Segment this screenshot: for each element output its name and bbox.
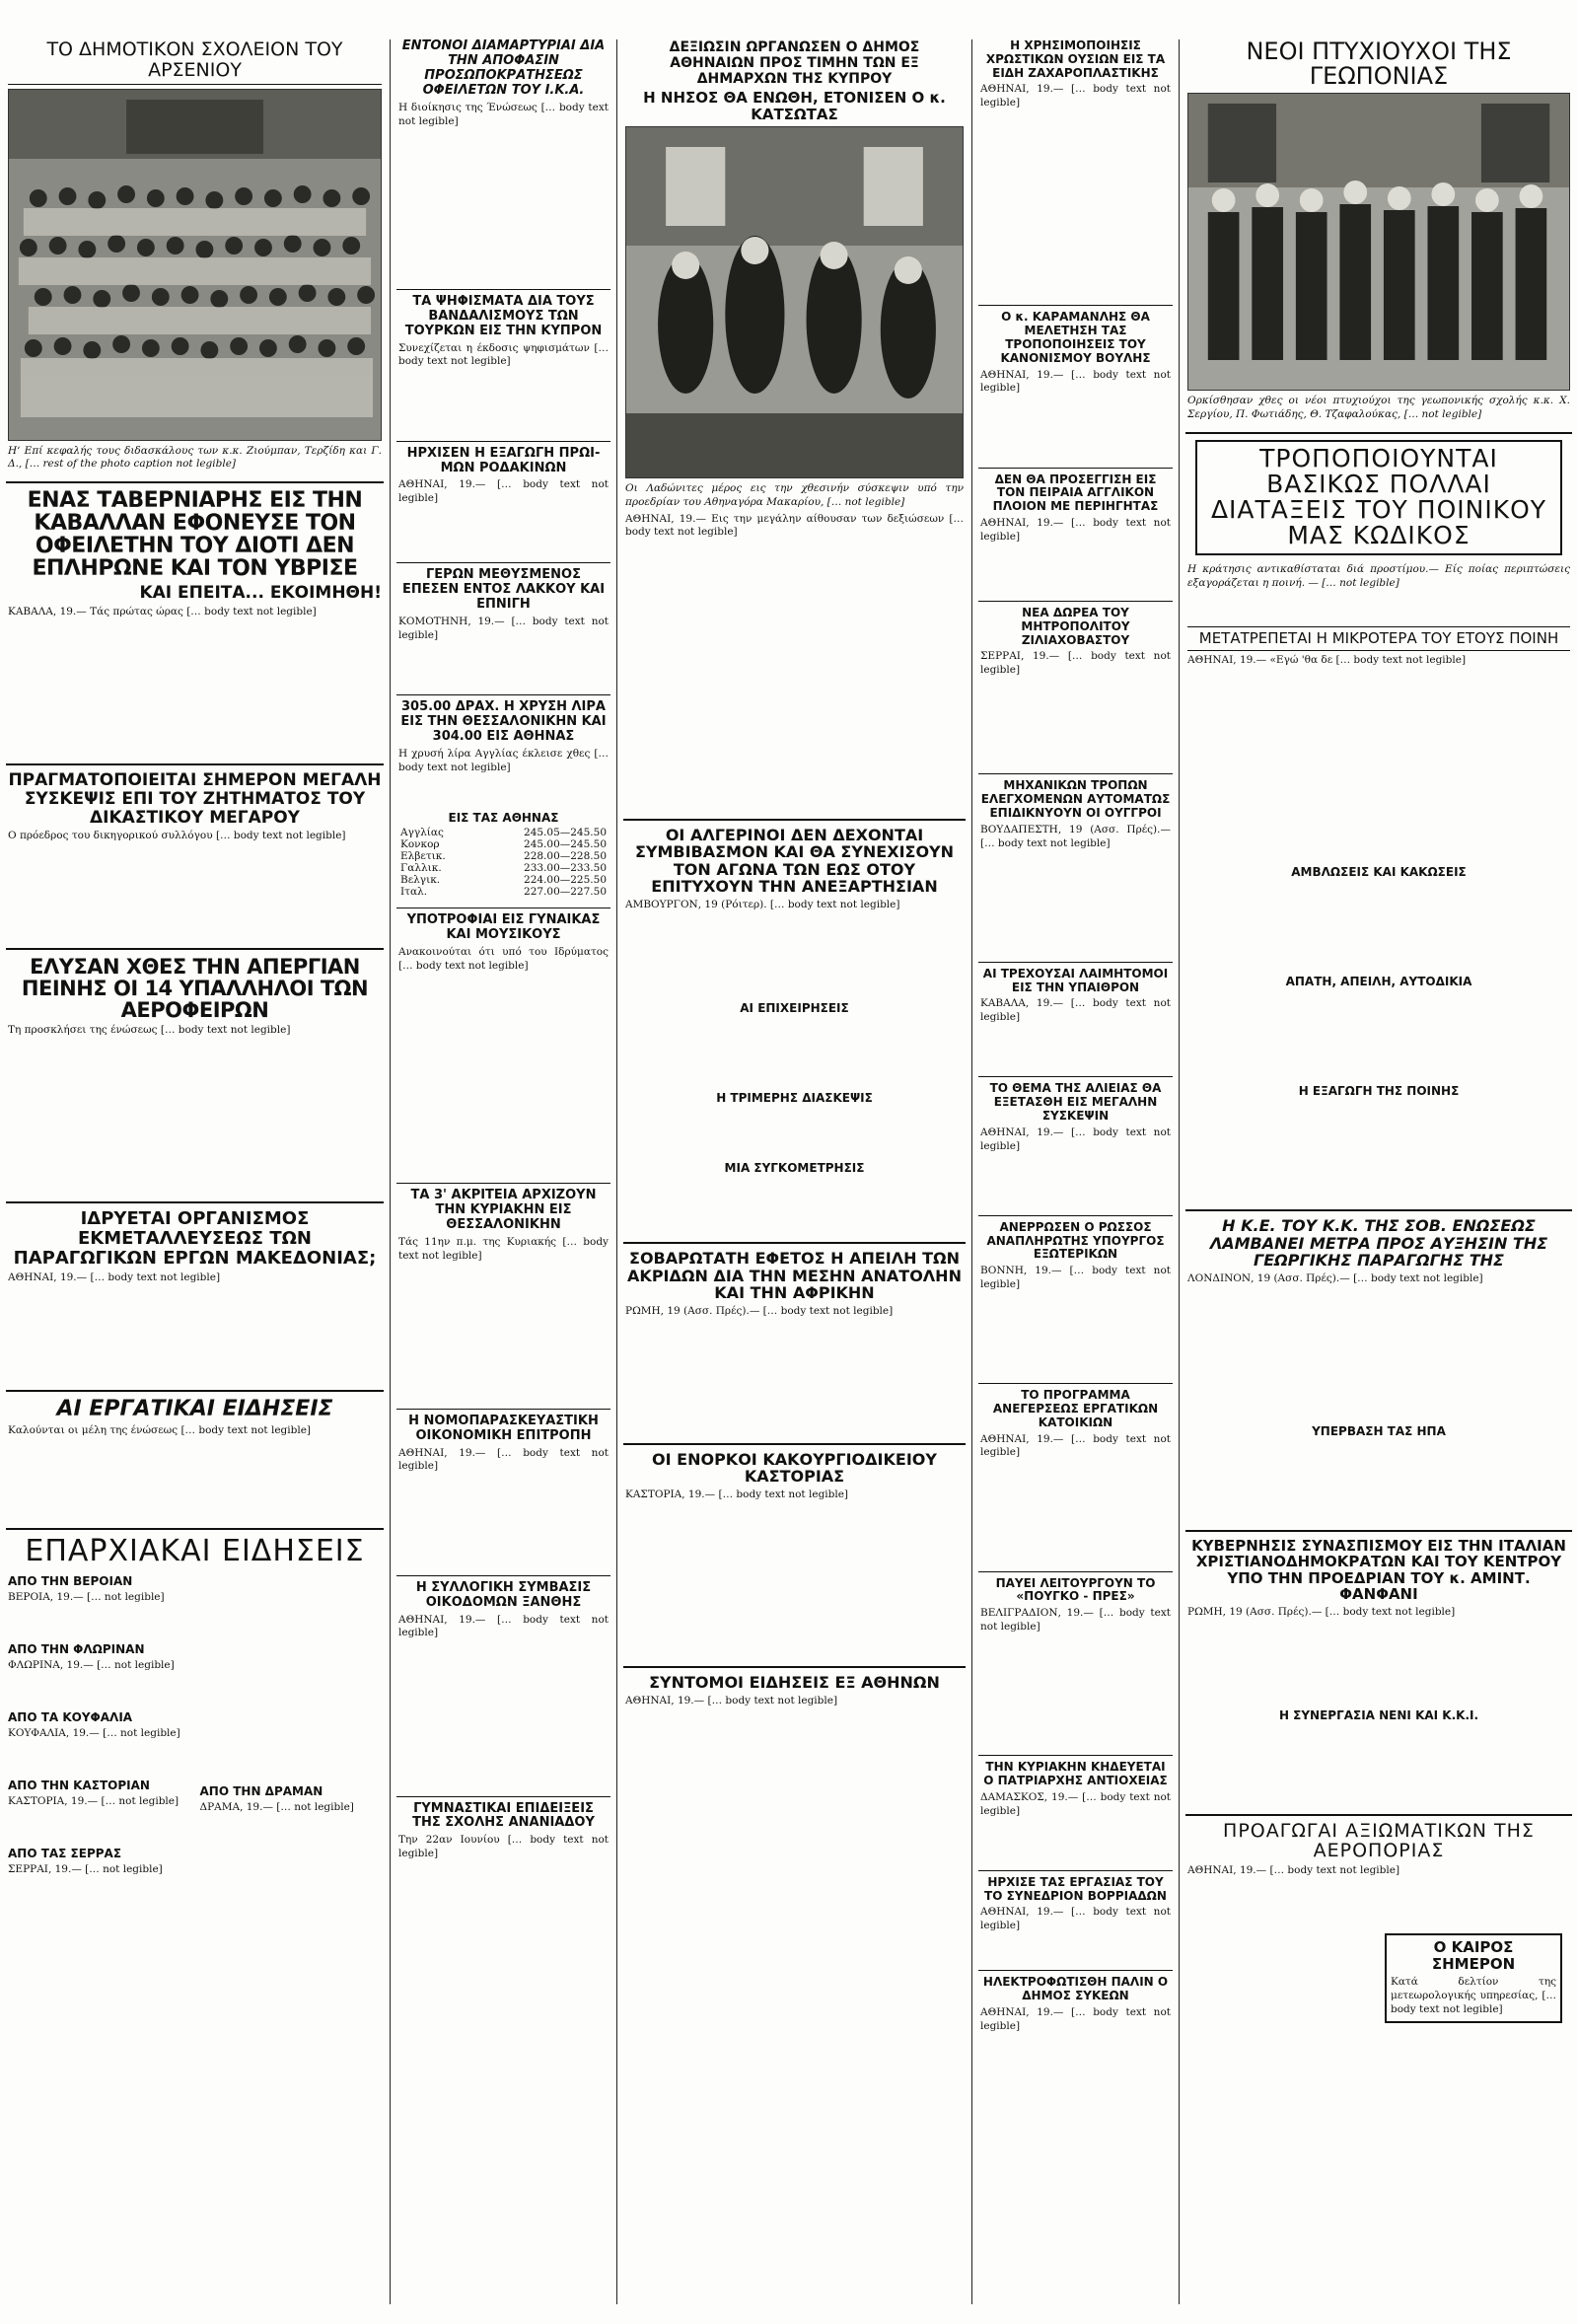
article-body: ΑΘΗΝΑΙ, 19.— [… body text not legible] (980, 1126, 1171, 1152)
headline: ΤΑ ΨΗΦΙΣΜΑΤΑ ΔΙΑ ΤΟΥΣ ΒΑΝΔΑΛΙΣΜΟΥΣ ΤΩΝ ΤΟΥΡΚΩΝ ΕΙΣ ΤΗΝ ΚΥΠΡΟΝ (404, 293, 603, 338)
article-body: ΑΘΗΝΑΙ, 19.— [… body text not legible] (398, 1613, 609, 1639)
section-body: ΔΡΑΜΑ, 19.— [… not legible] (199, 1801, 354, 1814)
article-body: ΑΘΗΝΑΙ, 19.— [… body text not legible] (980, 516, 1171, 543)
article-airforce (1187, 1819, 1570, 1924)
article-locust (625, 1250, 964, 1433)
article-body: ΑΘΗΝΑΙ, 19.— [… body text not legible] (625, 1694, 838, 1707)
article-strike (8, 956, 382, 1192)
article-body: ΚΑΒΑΛΑ, 19.— [… body text not legible] (980, 997, 1171, 1024)
headline: ΟΙ ΑΛΓΕΡΙΝΟΙ ΔΕΝ ΔΕΧΟΝΤΑΙ ΣΥΜΒΙΒΑΣΜΟΝ ΚΑΙ ΘΑ ΣΥΝΕΧΙΣΟΥΝ ΤΟΝ ΑΓΩΝΑ ΤΩΝ ΕΩΣ ΟΤΟΥ ΕΠΙΤΥΧΟΥΝ ΤΗΝ ΑΝΕΞΑΡΤΗΣΙΑΝ (634, 825, 955, 897)
headline: ΝΕΑ ΔΩΡΕΑ ΤΟΥ ΜΗΤΡΟΠΟΛΙΤΟΥ ΖΙΛΙΑΧΟΒΑΣΤΟΥ (1021, 605, 1130, 647)
article-body: ΑΘΗΝΑΙ, 19.— [… body text not legible] (980, 83, 1171, 109)
section-body: ΚΟΥΦΑΛΙΑ, 19.— [… not legible] (8, 1727, 180, 1740)
headline: ΟΙ ΕΝΟΡΚΟΙ ΚΑΚΟΥΡΓΙΟΔΙΚΕΙΟΥ ΚΑΣΤΟΡΙΑΣ (652, 1449, 937, 1487)
article-body: ΑΜΒΟΥΡΓΟΝ, 19 (Ρόιτερ). [… body text not legible] (625, 898, 900, 910)
article-piraeus (980, 473, 1171, 591)
article-body: ΑΘΗΝΑΙ, 19.— [… body text not legible] (980, 1906, 1171, 1932)
article-nomos (398, 1415, 609, 1565)
section-body: ΒΕΡΟΙΑ, 19.— [… not legible] (8, 1591, 165, 1604)
section-title: ΑΠΟ ΤΑ ΚΟΥΦΑΛΙΑ (8, 1710, 133, 1725)
article-body: ΑΘΗΝΑΙ, 19.— [… body text not legible] (398, 478, 609, 505)
section-body: ΣΕΡΡΑΙ, 19.— [… not legible] (8, 1863, 163, 1876)
subsection-title: Η ΕΞΑΓΩΓΗ ΤΗΣ ΠΟΙΝΗΣ (1298, 1083, 1460, 1098)
headline: ΕΛΥΣΑΝ ΧΘΕΣ ΤΗΝ ΑΠΕΡΓΙΑΝ ΠΕΙΝΗΣ ΟΙ 14 ΥΠΑΛΛΗΛΟΙ ΤΩΝ ΑΕΡΟΦΕΙΡΩΝ (21, 955, 369, 1023)
headline: Ο κ. ΚΑΡΑΜΑΝΛΗΣ ΘΑ ΜΕΛΕΤΗΣΗ ΤΑΣ ΤΡΟΠΟΠΟΙΗΣΕΙΣ ΤΟΥ ΚΑΝΟΝΙΣΜΟΥ ΒΟΥΛΗΣ (1000, 310, 1151, 365)
subsection-title: ΑΠΑΤΗ, ΑΠΕΙΛΗ, ΑΥΤΟΔΙΚΙΑ (1285, 974, 1472, 988)
subsection-body (625, 1108, 964, 1157)
provincial-column-left (8, 1570, 190, 1877)
school-photo (8, 89, 382, 441)
headline: ΤΗΝ ΚΥΡΙΑΚΗΝ ΚΗΔΕΥΕΤΑΙ Ο ΠΑΤΡΙΑΡΧΗΣ ΑΝΤΙΟΧΕΙΑΣ (983, 1760, 1168, 1787)
agro-photo (1187, 93, 1570, 391)
article-weather (1187, 1933, 1570, 2023)
article-fishery (980, 1082, 1171, 1204)
subsection-body (625, 1018, 964, 1087)
headline: Η ΣΥΛΛΟΓΙΚΗ ΣΥΜΒΑΣΙΣ ΟΙΚΟΔΟΜΩΝ ΞΑΝΘΗΣ (415, 1579, 592, 1610)
article-program (980, 1389, 1171, 1561)
currency-value: 224.00—225.50 (524, 874, 607, 887)
article-cyprus (625, 39, 964, 809)
headline: Ο ΚΑΙΡΟΣ ΣΗΜΕΡΟΝ (1431, 1937, 1516, 1973)
subsection-title: Η ΤΡΙΜΕΡΗΣ ΔΙΑΣΚΕΨΙΣ (716, 1090, 873, 1105)
headline: 305.00 ΔΡΑΧ. Η ΧΡΥΣΗ ΛΙΡΑ ΕΙΣ ΤΗΝ ΘΕΣΣΑΛΟΝΙΚΗΝ ΚΑΙ 304.00 ΕΙΣ ΑΘΗΝΑΣ (400, 699, 607, 745)
article-body: ΡΩΜΗ, 19 (Ασσ. Πρές).— [… body text not legible] (625, 1304, 894, 1317)
article-contraband (980, 968, 1171, 1067)
section-title: ΑΠΟ ΤΗΝ ΚΑΣΤΟΡΙΑΝ (8, 1779, 150, 1793)
headline: ΤΟ ΔΗΜΟΤΙΚΟΝ ΣΧΟΛΕΙΟΝ ΤΟΥ ΑΡΣΕΝΙΟΥ (8, 39, 382, 85)
currency-name: Αγγλίας (400, 827, 444, 839)
article-org (8, 1209, 382, 1379)
headline: ΤΡΟΠΟΠΟΙΟΥΝΤΑΙ ΒΑΣΙΚΩΣ ΠΟΛΛΑΙ ΔΙΑΤΑΞΕΙΣ ΤΟΥ ΠΟΙΝΙΚΟΥ ΜΑΣ ΚΩΔΙΚΟΣ (1210, 443, 1547, 550)
headline: ΕΠΑΡΧΙΑΚΑΙ ΕΙΔΗΣΕΙΣ (25, 1533, 365, 1568)
article-russian (980, 1221, 1171, 1373)
article-italy (1187, 1538, 1570, 1804)
article-body: ΣΕΡΡΑΙ, 19.— [… body text not legible] (980, 650, 1171, 677)
headline: ΓΕΡΩΝ ΜΕΘΥΣΜΕΝΟΣ ΕΠΕΣΕΝ ΕΝΤΟΣ ΛΑΚΚΟΥ ΚΑΙ ΕΠΝΙΓΗ (401, 567, 606, 613)
article-body: ΚΟΜΟΤΗΝΗ, 19.— [… body text not legible] (398, 616, 609, 642)
subsection-title: ΑΜΒΛΩΣΕΙΣ ΚΑΙ ΚΑΚΩΣΕΙΣ (1291, 864, 1467, 879)
subsection-title: ΑΙ ΕΠΙΧΕΙΡΗΣΕΙΣ (740, 1000, 849, 1015)
article-body: ΚΑΣΤΟΡΙΑ, 19.— [… body text not legible] (625, 1488, 849, 1500)
headline: ΤΑ 3' ΑΚΡΙΤΕΙΑ ΑΡΧΙΖΟΥΝ ΤΗΝ ΚΥΡΙΑΚΗΝ ΕΙΣ ΘΕΣΣΑΛΟΝΙΚΗΝ (410, 1187, 597, 1232)
article-body: Την 22αν Ιουνίου [… body text not legible] (398, 1834, 609, 1860)
subsection-body (625, 1178, 964, 1232)
lead: Η κράτησις αντικαθίσταται διά προστίμου.— Είς ποίας περιπτώσεις εξαγοράζεται η ποινή. — [… not legible] (1187, 562, 1570, 589)
currency-value: 245.05—245.50 (524, 827, 607, 839)
headline: ΣΟΒΑΡΩΤΑΤΗ ΕΦΕΤΟΣ Η ΑΠΕΙΛΗ ΤΩΝ ΑΚΡΙΔΩΝ ΔΙΑ ΤΗΝ ΜΕΣΗΝ ΑΝΑΤΟΛΗΝ ΚΑΙ ΤΗΝ ΑΦΡΙΚΗΝ (627, 1248, 962, 1303)
article-body: ΒΕΛΙΓΡΑΔΙΟΝ, 19.— [… body text not legible] (980, 1607, 1171, 1633)
headline: ΣΥΝΤΟΜΟΙ ΕΙΔΗΣΕΙΣ ΕΞ ΑΘΗΝΩΝ (649, 1672, 940, 1692)
article-karamanlis (980, 311, 1171, 457)
article-body: ΒΟΝΝΗ, 19.— [… body text not legible] (980, 1265, 1171, 1290)
column-5 (1180, 39, 1578, 2304)
article-gold (398, 700, 609, 898)
article-body: Κατά δελτίον της μετεωρολογικής υπηρεσίας, [… body text not legible] (1391, 1976, 1556, 2015)
column-1 (0, 39, 390, 2304)
article-music (398, 913, 609, 1173)
subheadline: Η ΝΗΣΟΣ ΘΑ ΕΝΩΘΗ, ΕΤΟΝΙΣΕΝ Ο κ. ΚΑΤΣΩΤΑΣ (643, 89, 946, 123)
article-body: ΚΑΒΑΛΑ, 19.— Τάς πρώτας ώρας [… body text not legible] (8, 606, 317, 618)
headline: ΔΕΞΙΩΣΙΝ ΩΡΓΑΝΩΣΕΝ Ο ΔΗΜΟΣ ΑΘΗΝΑΙΩΝ ΠΡΟΣ ΤΙΜΗΝ ΤΩΝ ΕΞ ΔΗΜΑΡΧΩΝ ΤΗΣ ΚΥΠΡΟΥ (669, 39, 920, 88)
price-row (398, 862, 609, 874)
headline: ΗΛΕΚΤΡΟΦΩΤΙΣΘΗ ΠΑΛΙΝ Ο ΔΗΜΟΣ ΣΥΚΕΩΝ (982, 1975, 1169, 2003)
article-body: ΔΑΜΑΣΚΟΣ, 19.— [… body text not legible] (980, 1790, 1171, 1817)
currency-value: 233.00—233.50 (524, 862, 607, 875)
headline: ΠΑΥΕΙ ΛΕΙΤΟΥΡΓΟΥΝ ΤΟ «ΠΟΥΓΚΟ - ΠΡΕΣ» (995, 1575, 1156, 1604)
currency-value: 227.00—227.50 (524, 886, 607, 899)
article-body: Συνεχίζεται η έκδοσις ψηφισμάτων [… body text not legible] (398, 341, 609, 368)
article-patriarch (980, 1761, 1171, 1860)
subsection-body (1187, 882, 1570, 971)
subsection-title: ΜΙΑ ΣΥΓΚΟΜΕΤΡΗΣΙΣ (724, 1160, 865, 1175)
article-gym (398, 1802, 609, 1862)
article-soviet (1187, 1217, 1570, 1520)
column-2 (391, 39, 616, 2304)
headline: ΗΡΧΙΣΕ ΤΑΣ ΕΡΓΑΣΙΑΣ ΤΟΥ ΤΟ ΣΥΝΕΔΡΙΟΝ ΒΟΡΡΙΑΔΩΝ (984, 1874, 1167, 1903)
weather-box (1385, 1933, 1562, 2023)
currency-value: 228.00—228.50 (524, 850, 607, 863)
article-school (8, 39, 382, 472)
article-body: Τάς 11ην π.μ. της Κυριακής [… body text not legible] (398, 1235, 609, 1262)
subsection-title: ΥΠΕΡΒΑΣΗ ΤΑΣ ΗΠΑ (1312, 1423, 1446, 1438)
article-body: Ο πρόεδρος του δικηγορικού συλλόγου [… body text not legible] (8, 830, 346, 842)
section-body: ΦΛΩΡΙΝΑ, 19.— [… not legible] (8, 1659, 175, 1672)
column-4 (972, 39, 1179, 2304)
headline: Η Κ.Ε. ΤΟΥ Κ.Κ. ΤΗΣ ΣΟΒ. ΕΝΩΣΕΩΣ ΛΑΜΒΑΝΕΙ ΜΕΤΡΑ ΠΡΟΣ ΑΥΞΗΣΙΝ ΤΗΣ ΓΕΩΡΓΙΚΗΣ ΠΑΡΑΓΩΓΗΣ ΤΗΣ (1209, 1215, 1548, 1271)
headline: ΙΔΡΥΕΤΑΙ ΟΡΓΑΝΙΣΜΟΣ ΕΚΜΕΤΑΛΛΕΥΣΕΩΣ ΤΩΝ ΠΑΡΑΓΩΓΙΚΩΝ ΕΡΓΩΝ ΜΑΚΕΔΟΝΙΑΣ; (13, 1208, 377, 1269)
article-kastoria (625, 1451, 964, 1656)
photo-caption: Η‘ Επί κεφαλής τους διδασκάλους των κ.κ. Ζιούμπαν, Τερζίδη και Γ. Δ., [… rest of the photo caption not legible] (8, 444, 382, 471)
section-title: ΑΠΟ ΤΑΣ ΣΕΡΡΑΣ (8, 1847, 122, 1861)
article-body: ΑΘΗΝΑΙ, 19.— [… body text not legible] (980, 368, 1171, 395)
cyprus-photo (625, 126, 964, 478)
article-algeria (625, 827, 964, 1232)
article-akritia (398, 1189, 609, 1399)
column-3 (617, 39, 971, 2304)
price-row (398, 850, 609, 862)
subsection-body (1187, 991, 1570, 1080)
article-electric (980, 1976, 1171, 2033)
section-title: ΑΠΟ ΤΗΝ ΔΡΑΜΑΝ (199, 1784, 323, 1799)
article-donation (980, 607, 1171, 763)
subheadline: ΜΕΤΑΤΡΕΠΕΤΑΙ Η ΜΙΚΡΟΤΕΡΑ ΤΟΥ ΕΤΟΥΣ ΠΟΙΝΗ (1187, 626, 1570, 651)
headline: ΜΗΧΑΝΙΚΩΝ ΤΡΟΠΩΝ ΕΛΕΓΧΟΜΕΝΩΝ ΑΥΤΟΜΑΤΩΣ ΕΠΙΔΙΚΝΥΟΥΝ ΟΙ ΟΥΓΓΡΟΙ (980, 778, 1171, 820)
headline: ΥΠΟΤΡΟΦΙΑΙ ΕΙΣ ΓΥΝΑΙΚΑΣ ΚΑΙ ΜΟΥΣΙΚΟΥΣ (406, 912, 601, 942)
article-body: ΡΩΜΗ, 19 (Ασσ. Πρές).— [… body text not legible] (1187, 1605, 1456, 1618)
headline: ΤΟ ΠΡΟΓΡΑΜΜΑ ΑΝΕΓΕΡΣΕΩΣ ΕΡΓΑΤΙΚΩΝ ΚΑΤΟΙΚΙΩΝ (992, 1388, 1159, 1429)
article-labor (8, 1398, 382, 1518)
provincial-column-right (200, 1570, 383, 1877)
headline: ΝΕΟΙ ΠΤΥΧΙΟΥΧΟΙ ΤΗΣ ΓΕΩΠΟΝΙΑΣ (1246, 39, 1512, 91)
price-row (398, 827, 609, 838)
article-pouygko (980, 1577, 1171, 1746)
headline: ΠΡΟΑΓΩΓΑΙ ΑΞΙΩΜΑΤΙΚΩΝ ΤΗΣ ΑΕΡΟΠΟΡΙΑΣ (1223, 1819, 1535, 1861)
headline: Η ΝΟΜΟΠΑΡΑΣΚΕΥΑΣΤΙΚΗ ΟΙΚΟΝΟΜΙΚΗ ΕΠΙΤΡΟΠΗ (408, 1413, 599, 1443)
subsection-body (1187, 1725, 1570, 1804)
article-body: ΑΘΗΝΑΙ, 19.— [… body text not legible] (980, 2005, 1171, 2032)
photo-caption: Οι Λαδώνιτες μέρος εις την χθεσινήν σύσκεψιν υπό την προεδρίαν του Αθηναγόρα Μακαρίου, [… not legible] (625, 482, 964, 508)
headline: ΑΙ ΤΡΕΧΟΥΣΑΙ ΛΑΙΜΗΤΟΜΟΙ ΕΙΣ ΤΗΝ ΥΠΑΙΘΡΟΝ (982, 966, 1169, 994)
price-row (398, 886, 609, 898)
article-elder (398, 568, 609, 685)
price-table (398, 827, 609, 898)
section-title: ΑΠΟ ΤΗΝ ΒΕΡΟΙΑΝ (8, 1574, 133, 1589)
article-penal (1187, 440, 1570, 1199)
article-body: ΑΘΗΝΑΙ, 19.— [… body text not legible] (398, 1446, 609, 1473)
article-agro (1187, 39, 1570, 422)
section-body-continued (200, 1573, 383, 1780)
article-body: ΑΘΗΝΑΙ, 19.— [… body text not legible] (980, 1432, 1171, 1459)
provincial-news (8, 1533, 382, 1877)
price-row (398, 838, 609, 850)
article-ideas (980, 39, 1171, 295)
headline: ΗΡΧΙΣΕΝ Η ΕΞΑΓΩΓΗ ΠΡΩΙ-ΜΩΝ ΡΟΔΑΚΙΝΩΝ (406, 445, 601, 475)
article-conference (980, 1876, 1171, 1961)
currency-name: Κονκορ (400, 838, 440, 851)
headline: ΚΥΒΕΡΝΗΣΙΣ ΣΥΝΑΣΠΙΣΜΟΥ ΕΙΣ ΤΗΝ ΙΤΑΛΙΑΝ ΧΡΙΣΤΙΑΝΟΔΗΜΟΚΡΑΤΩΝ ΚΑΙ ΤΟΥ ΚΕΝΤΡΟΥ ΥΠΟ ΤΗΝ ΠΡΟΕΔΡΙΑΝ ΤΟΥ κ. ΑΜΙΝΤ. ΦΑΝΦΑΝΙ (1191, 1536, 1566, 1604)
headline: ΕΝΑΣ ΤΑΒΕΡΝΙΑΡΗΣ ΕΙΣ ΤΗΝ ΚΑΒΑΛΛΑΝ ΕΦΟΝΕΥΣΕ ΤΟΝ ΟΦΕΙΛΕΤΗΝ ΤΟΥ ΔΙΟΤΙ ΔΕΝ ΕΠΛΗΡΩΝΕ ΚΑΙ ΤΟΝ ΥΒΡΙΣΕ (27, 488, 363, 582)
article-peaches (398, 447, 609, 553)
article-body: ΑΘΗΝΑΙ, 19.— [… body text not legible] (8, 1271, 221, 1283)
subsection-body (1187, 1441, 1570, 1520)
headline: ΑΙ ΕΡΓΑΤΙΚΑΙ ΕΙΔΗΣΕΙΣ (56, 1396, 333, 1421)
price-row (398, 874, 609, 886)
article-body: ΒΟΥΔΑΠΕΣΤΗ, 19 (Ασσ. Πρές).— [… body text not legible] (980, 823, 1171, 849)
article-builders (398, 1581, 609, 1786)
subsection-body (1187, 1101, 1570, 1199)
headline: ΤΟ ΘΕΜΑ ΤΗΣ ΑΛΙΕΙΑΣ ΘΑ ΕΞΕΤΑΣΘΗ ΕΙΣ ΜΕΓΑΛΗΝ ΣΥΣΚΕΨΙΝ (989, 1081, 1162, 1123)
subheadline: ΚΑΙ ΕΠΕΙΤΑ... ΕΚΟΙΜΗΘΗ! (139, 583, 382, 604)
photo-caption: Ορκίσθησαν χθες οι νέοι πτυχιούχοι της γεωπονικής σχολής κ.κ. Χ. Σεργίου, Π. Φωτιάδης, Θ. Τζαφαλούκας, [… not legible] (1187, 395, 1570, 421)
headline: ΓΥΜΝΑΣΤΙΚΑΙ ΕΠΙΔΕΙΞΕΙΣ ΤΗΣ ΣΧΟΛΗΣ ΑΝΑΝΙΑΔΟΥ (412, 1800, 595, 1831)
penal-headline-box (1195, 440, 1562, 555)
article-body: Τη προσκλήσει της ένώσεως [… body text not legible] (8, 1024, 291, 1037)
article-tavern (8, 489, 382, 754)
article-body: ΑΘΗΝΑΙ, 19.— «Εγώ 'θα δε [… body text not legible] (1187, 653, 1467, 666)
section-body: ΚΑΣΤΟΡΙΑ, 19.— [… not legible] (8, 1795, 179, 1808)
article-turks (398, 295, 609, 431)
subsection-title: Η ΣΥΝΕΡΓΑΣΙΑ ΝΕΝΙ ΚΑΙ Κ.Κ.Ι. (1278, 1707, 1479, 1722)
article-court (8, 771, 382, 938)
currency-value: 245.00—245.50 (524, 838, 607, 851)
article-body: Ανακοινούται ότι υπό του Ιδρύματος [… body text not legible] (398, 945, 609, 972)
headline: Η ΧΡΗΣΙΜΟΠΟΙΗΣΙΣ ΧΡΩΣΤΙΚΩΝ ΟΥΣΙΩΝ ΕΙΣ ΤΑ ΕΙΔΗ ΖΑΧΑΡΟΠΛΑΣΤΙΚΗΣ (985, 39, 1166, 80)
currency-name: Γαλλικ. (400, 862, 442, 875)
article-body: ΑΘΗΝΑΙ, 19.— Εις την μεγάλην αίθουσαν των δεξιώσεων [… body text not legible] (625, 512, 964, 539)
currency-name: Ιταλ. (400, 886, 428, 899)
headline: ΠΡΑΓΜΑΤΟΠΟΙΕΙΤΑΙ ΣΗΜΕΡΟΝ ΜΕΓΑΛΗ ΣΥΣΚΕΨΙΣ ΕΠΙ ΤΟΥ ΖΗΤΗΜΑΤΟΣ ΤΟΥ ΔΙΚΑΣΤΙΚΟΥ ΜΕΓΑΡΟΥ (8, 770, 382, 828)
section-title: ΑΠΟ ΤΗΝ ΦΛΩΡΙΝΑΝ (8, 1642, 145, 1657)
headline: ΔΕΝ ΘΑ ΠΡΟΣΕΓΓΙΣΗ ΕΙΣ ΤΟΝ ΠΕΙΡΑΙΑ ΑΓΓΛΙΚΟΝ ΠΛΟΙΟΝ ΜΕ ΠΕΡΙΗΓΗΤΑΣ (992, 472, 1159, 514)
prices-label: ΕΙΣ ΤΑΣ ΑΘΗΝΑΣ (448, 811, 559, 826)
article-hungary (980, 779, 1171, 951)
article-body: Καλούνται οι μέλη της ένώσεως [… body text not legible] (8, 1423, 312, 1436)
article-body: Η χρυσή λίρα Αγγλίας έκλεισε χθες [… body text not legible] (398, 748, 609, 773)
article-body: Η διοίκησις της Ένώσεως [… body text not legible] (398, 101, 609, 127)
headline: ΑΝΕΡΡΩΣΕΝ Ο ΡΩΣΣΟΣ ΑΝΑΠΛΗΡΩΤΗΣ ΥΠΟΥΡΓΟΣ ΕΞΩΤΕΡΙΚΩΝ (986, 1219, 1165, 1262)
currency-name: Βελγικ. (400, 874, 441, 887)
headline: ΕΝΤΟΝΟΙ ΔΙΑΜΑΡΤΥΡΙΑΙ ΔΙΑ ΤΗΝ ΑΠΟΦΑΣΙΝ ΠΡΟΣΩΠΟΚΡΑΤΗΣΕΩΣ ΟΦΕΙΛΕΤΩΝ ΤΟΥ Ι.Κ.Α. (401, 39, 606, 98)
currency-name: Ελβετικ. (400, 850, 446, 863)
article-body: ΛΟΝΔΙΝΟΝ, 19 (Ασσ. Πρές).— [… body text not legible] (1187, 1271, 1483, 1284)
article-body: ΑΘΗΝΑΙ, 19.— [… body text not legible] (1187, 1863, 1400, 1876)
article-brief (625, 1674, 964, 1707)
article-ika (398, 39, 609, 279)
